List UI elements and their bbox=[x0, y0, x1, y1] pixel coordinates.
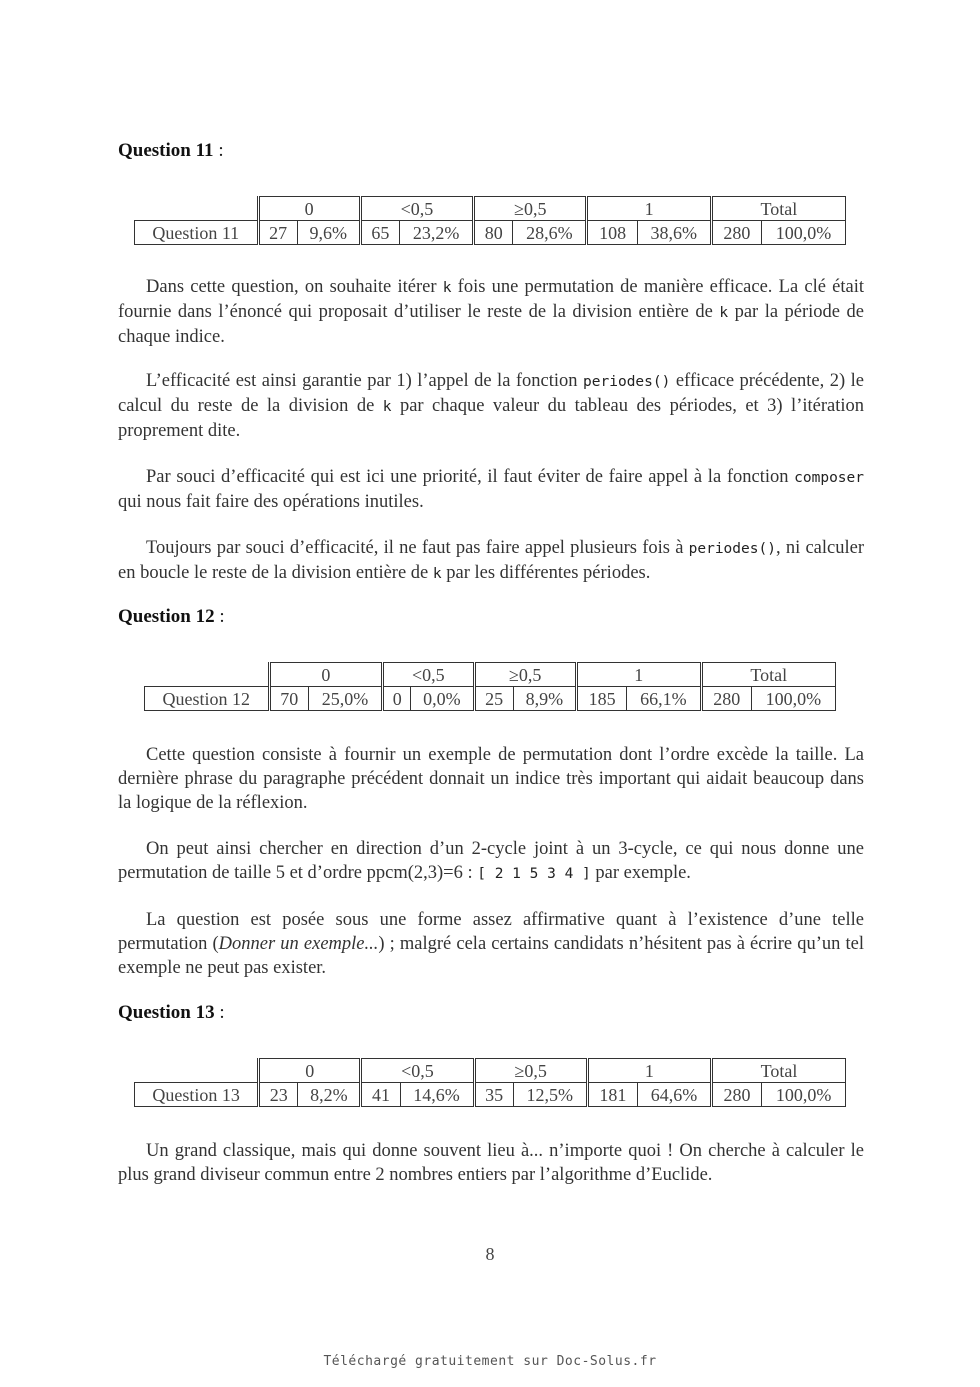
paragraph-text: On peut ainsi chercher en direction d’un 2-cycle joint à un 3-cycle, ce qui nous donne une permutation de taille 5 et d’ordre ppcm(2,3)=6 : bbox=[118, 839, 864, 883]
paragraph-text: Toujours par souci d’efficacité, il ne faut pas faire appel plusieurs fois à bbox=[146, 538, 689, 558]
table-row bbox=[135, 221, 846, 245]
table-header-cell: ≥0,5 bbox=[474, 197, 587, 221]
table-header-cell: ≥0,5 bbox=[474, 1059, 587, 1083]
paragraph-text: , ni calculer en boucle le reste de la division entière de bbox=[118, 538, 864, 583]
table-count-cell: 70 bbox=[269, 687, 308, 711]
body-paragraph bbox=[118, 369, 864, 443]
question-13-title: Question 13 bbox=[118, 1002, 215, 1023]
paragraph-text: ) ; malgré cela certains candidats n’hésitent pas à écrire qu’un tel exemple ne peut pas exister. bbox=[118, 934, 864, 978]
table-percent-cell: 0,0% bbox=[411, 687, 474, 711]
table-percent-cell: 8,2% bbox=[298, 1083, 361, 1107]
question-11-table bbox=[134, 196, 846, 245]
body-paragraph bbox=[118, 465, 864, 514]
paragraph-text: par les différentes périodes. bbox=[441, 563, 651, 583]
inline-code: periodes() bbox=[688, 541, 776, 557]
paragraph-text: par la période de chaque indice. bbox=[118, 302, 864, 347]
body-paragraph bbox=[118, 837, 864, 886]
table-percent-cell: 66,1% bbox=[627, 687, 701, 711]
table-percent-cell: 23,2% bbox=[400, 221, 474, 245]
paragraph-text: Un grand classique, mais qui donne souvent lieu à... n’importe quoi ! On cherche à calculer le plus grand diviseur commun entre 2 nombres entiers par l’algorithme d’Euclide. bbox=[118, 1141, 864, 1185]
table-corner-cell bbox=[135, 197, 259, 221]
table-count-cell: 65 bbox=[360, 221, 399, 245]
table-header-cell: Total bbox=[701, 663, 835, 687]
table-corner-cell bbox=[135, 1059, 259, 1083]
table-count-cell: 0 bbox=[383, 687, 411, 711]
table-header-cell: 1 bbox=[587, 197, 711, 221]
table-percent-cell: 14,6% bbox=[400, 1083, 474, 1107]
question-12-colon: : bbox=[219, 606, 225, 627]
table-header-cell: Total bbox=[711, 1059, 845, 1083]
table-percent-cell: 12,5% bbox=[513, 1083, 587, 1107]
paragraph-text: fois une permutation de manière efficace. La clé était fournie dans l’énoncé qui proposait d’utiliser le reste de la division entière de bbox=[118, 277, 864, 322]
question-11-heading bbox=[118, 140, 224, 162]
question-12-title: Question 12 bbox=[118, 606, 215, 627]
table-percent-cell: 64,6% bbox=[637, 1083, 711, 1107]
table-count-cell: 80 bbox=[474, 221, 513, 245]
table-header-row bbox=[135, 197, 846, 221]
paragraph-text: Dans cette question, on souhaite itérer bbox=[146, 277, 443, 297]
table-header-row bbox=[135, 1059, 846, 1083]
table-corner-cell bbox=[145, 663, 270, 687]
table-count-cell: 35 bbox=[474, 1083, 513, 1107]
table-percent-cell: 100,0% bbox=[751, 687, 835, 711]
table-header-row bbox=[145, 663, 836, 687]
table-row bbox=[145, 687, 836, 711]
inline-code: periodes() bbox=[583, 374, 671, 390]
page-number: 8 bbox=[485, 1244, 495, 1264]
emphasized-text: Donner un exemple... bbox=[218, 934, 379, 954]
inline-code: k bbox=[719, 305, 729, 321]
table-percent-cell: 9,6% bbox=[297, 221, 360, 245]
question-13-table bbox=[134, 1058, 846, 1107]
question-13-heading bbox=[118, 1002, 225, 1024]
paragraph-text: par chaque valeur du tableau des périodes, et 3) l’itération proprement dite. bbox=[118, 396, 864, 441]
question-12-heading bbox=[118, 606, 225, 628]
paragraph-text: efficace précédente, 2) le calcul du reste de la division de bbox=[118, 371, 864, 416]
question-11-title: Question 11 bbox=[118, 140, 214, 161]
body-paragraph bbox=[118, 536, 864, 586]
table-count-cell: 185 bbox=[576, 687, 626, 711]
table-count-cell: 108 bbox=[587, 221, 637, 245]
table-row-label: Question 12 bbox=[145, 687, 270, 711]
paragraph-text: La question est posée sous une forme assez affirmative quant à l’existence d’une telle permutation ( bbox=[118, 910, 864, 954]
paragraph-text: L’efficacité est ainsi garantie par 1) l’appel de la fonction bbox=[146, 371, 584, 391]
question-12-table bbox=[144, 662, 836, 711]
table-count-cell: 280 bbox=[711, 221, 761, 245]
table-header-cell: 0 bbox=[259, 1059, 361, 1083]
body-paragraph bbox=[118, 275, 864, 349]
table-count-cell: 41 bbox=[361, 1083, 400, 1107]
table-row-label: Question 13 bbox=[135, 1083, 259, 1107]
table-count-cell: 280 bbox=[701, 687, 751, 711]
table-header-cell: ≥0,5 bbox=[474, 663, 576, 687]
table-row-label: Question 11 bbox=[135, 221, 259, 245]
body-paragraph bbox=[118, 1139, 864, 1187]
inline-code: [ 2 1 5 3 4 ] bbox=[477, 866, 591, 882]
inline-code: k bbox=[442, 280, 452, 296]
body-paragraph bbox=[118, 908, 864, 980]
table-header-cell: <0,5 bbox=[361, 1059, 474, 1083]
question-11-colon: : bbox=[218, 140, 224, 161]
table-header-cell: Total bbox=[711, 197, 845, 221]
table-header-cell: 0 bbox=[269, 663, 383, 687]
table-percent-cell: 8,9% bbox=[513, 687, 576, 711]
table-percent-cell: 100,0% bbox=[762, 221, 846, 245]
table-percent-cell: 28,6% bbox=[513, 221, 587, 245]
inline-code: k bbox=[382, 399, 392, 415]
paragraph-text: par exemple. bbox=[590, 863, 691, 883]
table-header-cell: 1 bbox=[576, 663, 701, 687]
inline-code: k bbox=[432, 566, 442, 582]
inline-code: composer bbox=[794, 470, 864, 486]
table-header-cell: <0,5 bbox=[360, 197, 473, 221]
paragraph-text: Cette question consiste à fournir un exemple de permutation dont l’ordre excède la taille. La dernière phrase du paragraphe précédent donnait un indice très important qui aidait beaucoup dans la logique de la réflexion. bbox=[118, 745, 864, 813]
table-percent-cell: 25,0% bbox=[308, 687, 382, 711]
table-row bbox=[135, 1083, 846, 1107]
paragraph-text: Par souci d’efficacité qui est ici une priorité, il faut éviter de faire appel à la fonction bbox=[146, 467, 795, 487]
table-header-cell: 1 bbox=[587, 1059, 711, 1083]
table-count-cell: 181 bbox=[587, 1083, 637, 1107]
table-count-cell: 23 bbox=[259, 1083, 298, 1107]
body-paragraph bbox=[118, 743, 864, 815]
download-footer: Téléchargé gratuitement sur Doc-Solus.fr bbox=[323, 1354, 657, 1369]
paragraph-text: qui nous fait faire des opérations inutiles. bbox=[118, 492, 424, 512]
table-count-cell: 27 bbox=[258, 221, 297, 245]
table-percent-cell: 100,0% bbox=[762, 1083, 846, 1107]
table-header-cell: <0,5 bbox=[383, 663, 474, 687]
table-percent-cell: 38,6% bbox=[637, 221, 711, 245]
question-13-colon: : bbox=[219, 1002, 225, 1023]
table-header-cell: 0 bbox=[258, 197, 360, 221]
table-count-cell: 280 bbox=[711, 1083, 761, 1107]
table-count-cell: 25 bbox=[474, 687, 513, 711]
